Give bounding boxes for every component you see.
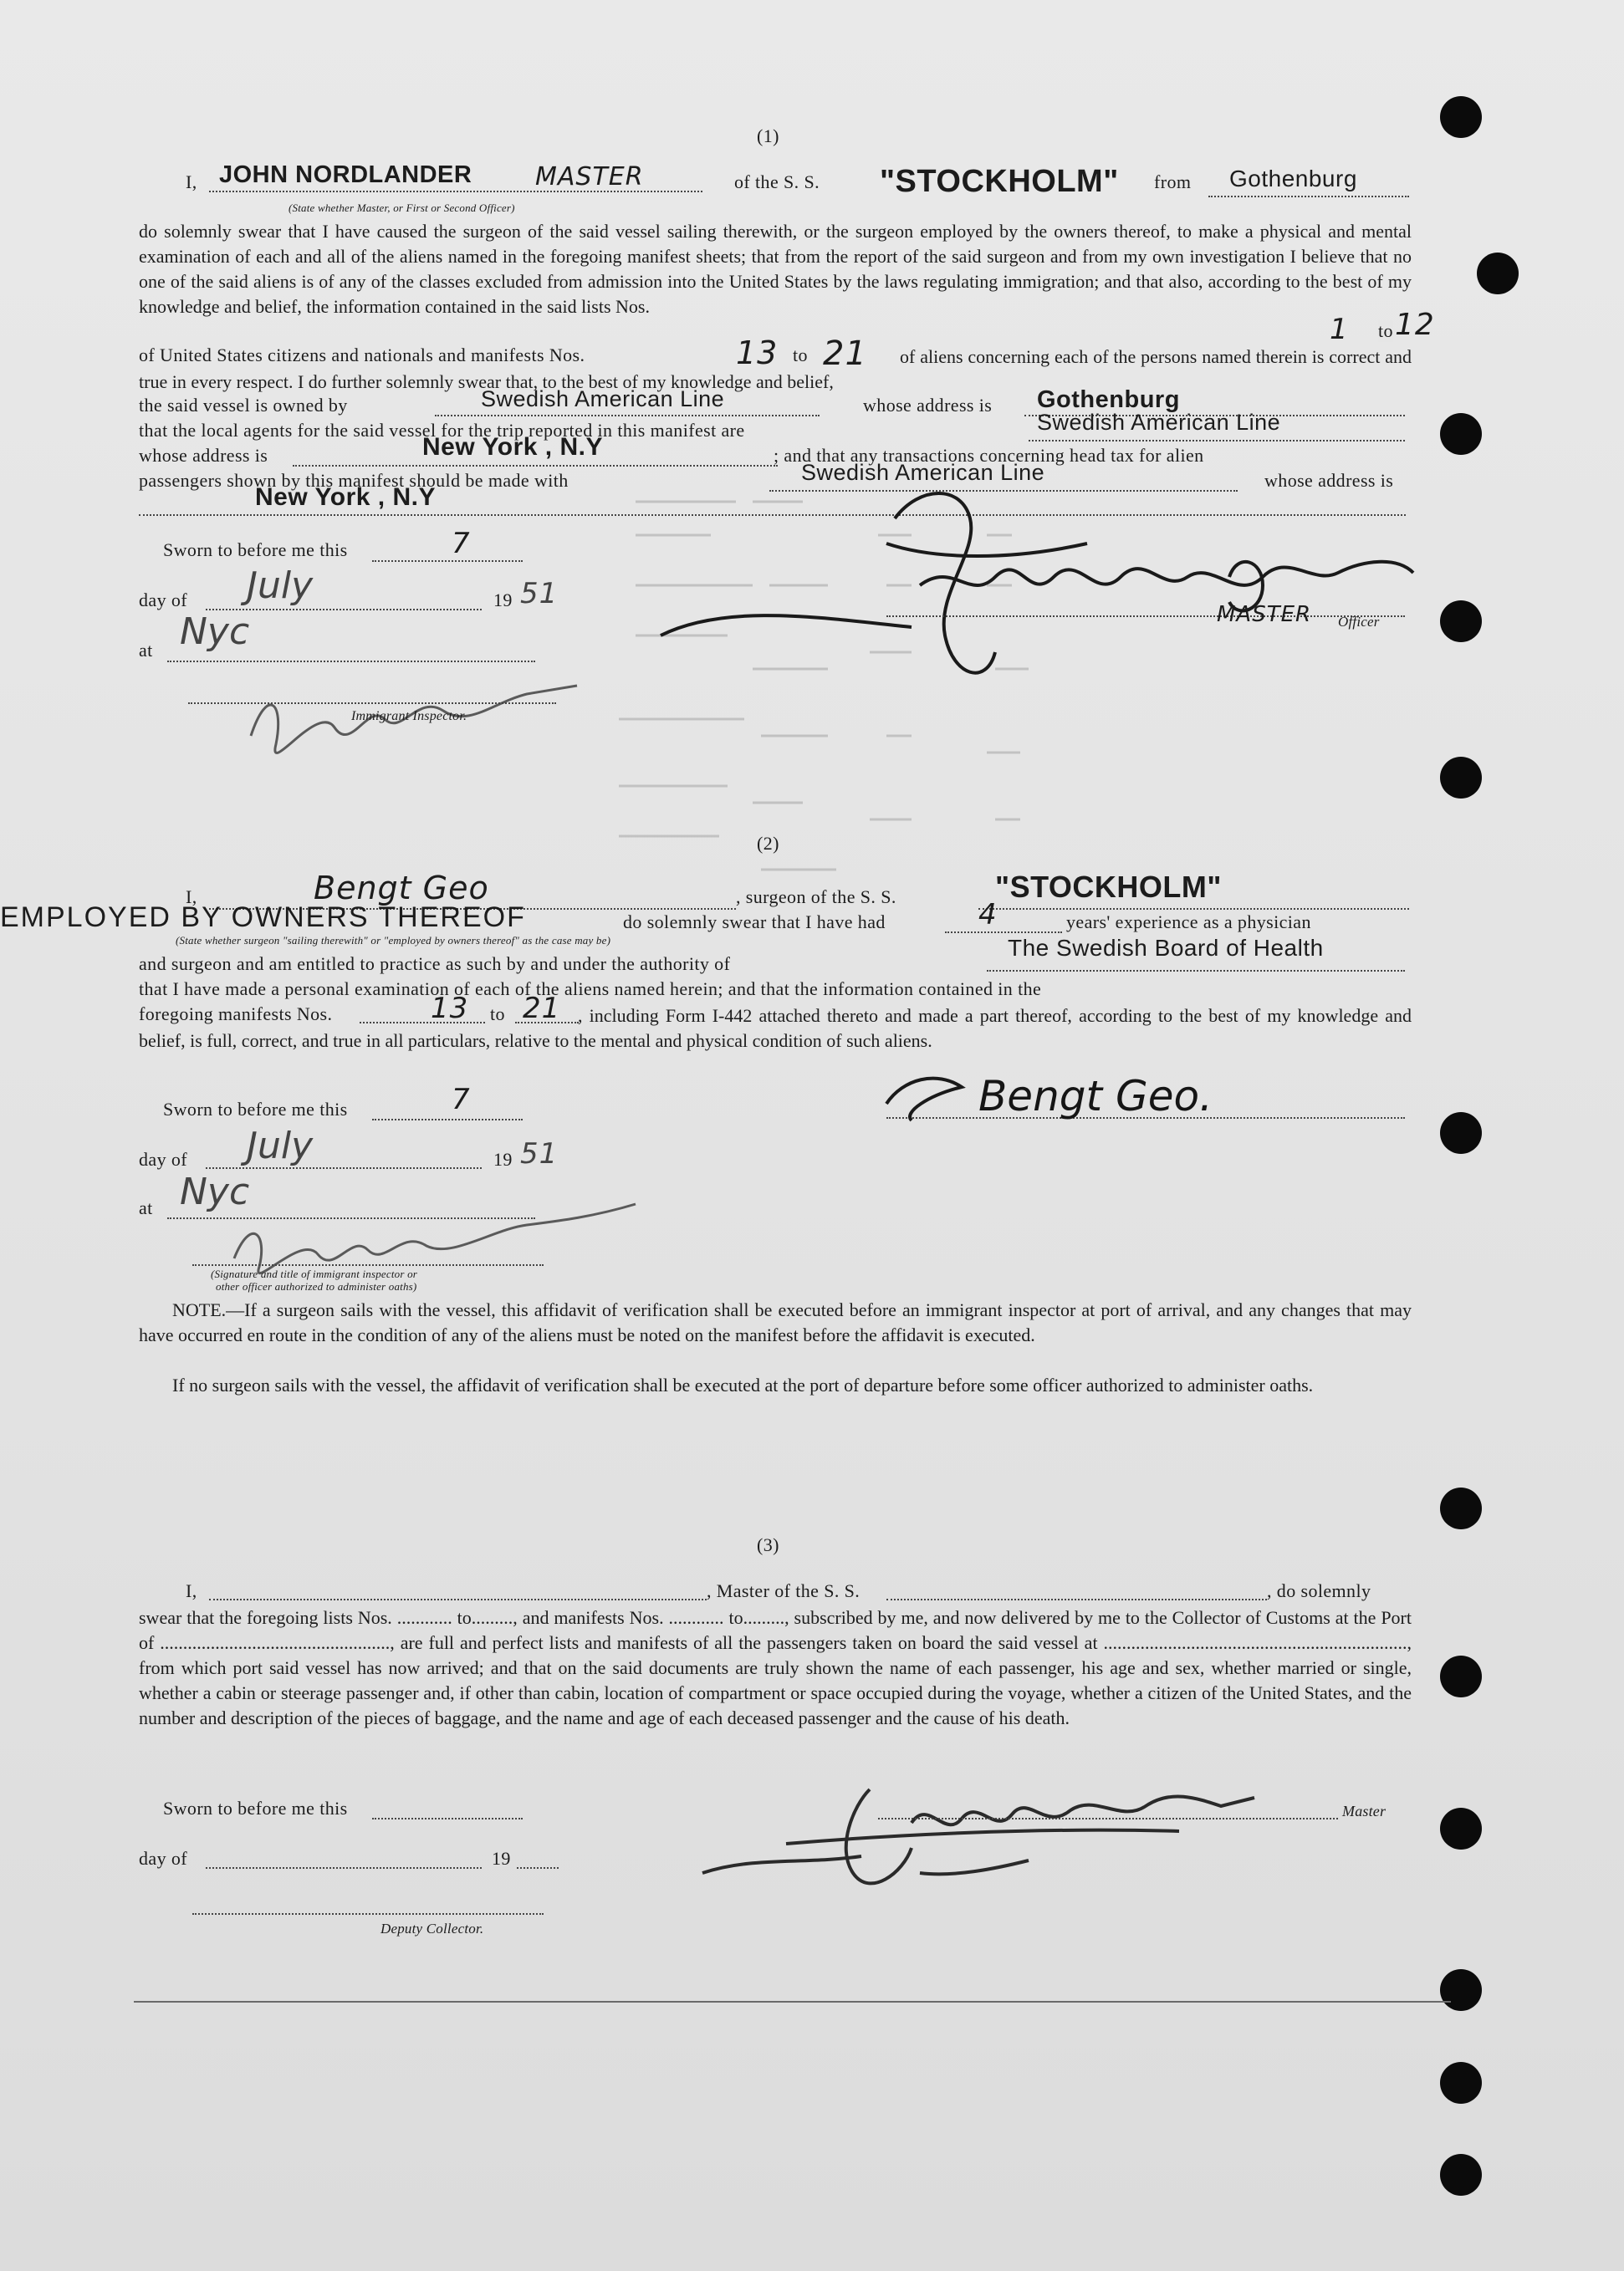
authority-name: The Swedish Board of Health [1008, 935, 1324, 961]
s3-master-of: , Master of the S. S. [707, 1580, 861, 1601]
s2-day-of-label: day of [139, 1149, 187, 1170]
s1-month: July [247, 564, 314, 607]
lists-from: 1 [1330, 313, 1349, 346]
manifests-to-label: to [793, 344, 808, 365]
s2-at-place: Nyc [180, 1171, 250, 1213]
lists-to-label: to [1378, 320, 1393, 341]
s1-sworn-label: Sworn to before me this [163, 539, 348, 560]
from-label: from [1154, 171, 1192, 192]
s2-at-label: at [139, 1197, 153, 1218]
s3-master-line [878, 1818, 1338, 1819]
years-experience: 4 [978, 898, 998, 931]
s3-year-line [517, 1867, 559, 1869]
s2-sworn-label: Sworn to before me this [163, 1099, 348, 1120]
head-tax-text: ; and that any transactions concerning head tax for alien [774, 445, 1204, 466]
s3-deputy-line [192, 1913, 544, 1915]
surgeon-name: Bengt Geo [314, 870, 489, 906]
s3-sworn-line [372, 1818, 523, 1819]
ship-name: "STOCKHOLM" [880, 164, 1119, 199]
passengers-label: passengers shown by this manifest should be made with [139, 470, 569, 491]
section-3-number: (3) [757, 1534, 779, 1555]
s2-year-pre: 19 [493, 1149, 513, 1170]
foregoing-label: foregoing manifests Nos. [139, 1003, 333, 1024]
agent-name: Swedish American Line [1037, 410, 1281, 435]
agents-label: that the local agents for the said vessel for the trip reported in this manifest are [139, 420, 745, 441]
entitled-text: and surgeon and am entitled to practice as such by and under the authority of [139, 953, 731, 974]
s3-day-of-label: day of [139, 1848, 187, 1869]
section-1-number: (1) [757, 125, 779, 146]
manifests-to: 21 [823, 334, 867, 373]
s1-sworn-day: 7 [452, 527, 471, 560]
s1-year-pre: 19 [493, 589, 513, 610]
s2-year: 51 [520, 1137, 559, 1171]
master-i: I, [186, 171, 197, 192]
master-name: JOHN NORDLANDER [219, 161, 472, 188]
years-experience-label: years' experience as a physician [1066, 911, 1311, 932]
s2-sworn-day: 7 [452, 1083, 471, 1116]
section-1-paragraph: do solemnly swear that I have caused the surgeon of the said vessel sailing therewith, or the surgeon employed by the owners thereof, to make a physical and mental examination of each and all of the aliens named in the foregoing manifest sheets; that from the report of the said surgeon and from my own investigation I believe that no one of the said aliens is of any of the classes excluded from admission into the United States by the laws regulating immigration; and that also, according to the best of my knowledge and belief, the information contained in the said lists Nos. [139, 221, 1412, 317]
tax-agent: Swedish American Line [801, 460, 1045, 485]
tax-address-label: whose address is [1264, 470, 1394, 491]
manifests-line-a: of United States citizens and nationals and manifests Nos. [139, 344, 585, 365]
of-the-ss: of the S. S. [734, 171, 820, 192]
s1-day-of-label: day of [139, 589, 187, 610]
owner-address: Gothenburg [1037, 386, 1180, 413]
s2-body-line-2: , including Form I-442 attached thereto and made a part thereof, according to the best of my knowledge and belief, is full, correct, and true in all particulars, relative to the mental and physical condition of such aliens. [139, 1005, 1412, 1051]
tax-address: New York , N.Y [255, 483, 436, 511]
s1-inspector-label: Immigrant Inspector. [351, 709, 467, 723]
s3-master-label: Master [1342, 1803, 1387, 1819]
s3-deputy-label: Deputy Collector. [380, 1921, 484, 1937]
s3-year-pre: 19 [492, 1848, 511, 1869]
s3-month-line [206, 1867, 482, 1869]
manifests-line-b: of aliens concerning each of the persons named therein is correct and true in every respect. I do further solemnly swear that, to the best of my knowledge and belief, [139, 346, 1412, 392]
employed-note: (State whether surgeon "sailing therewith" or "employed by owners thereof" as the case may be) [176, 934, 611, 947]
bottom-rule [134, 2001, 1451, 2003]
signature-title: MASTER [1217, 602, 1312, 627]
surgeon-signature: Bengt Geo. [978, 1072, 1213, 1120]
note-paragraph-2: If no surgeon sails with the vessel, the affidavit of verification shall be executed at the port of departure before some officer authorized to administer oaths. [172, 1375, 1314, 1396]
s1-year: 51 [520, 577, 559, 610]
s3-sworn-label: Sworn to before me this [163, 1798, 348, 1819]
note-paragraph-1: NOTE.—If a surgeon sails with the vessel, this affidavit of verification shall be executed before an immigrant inspector at port of arrival, and any changes that may have occurred en route in the condition of any of the aliens must be noted on the manifest before the affidavit is executed. [139, 1299, 1412, 1345]
agent-address: New York , N.Y [422, 433, 603, 461]
s3-i: I, [186, 1580, 197, 1601]
s1-at-label: at [139, 640, 153, 661]
s2-month: July [247, 1125, 314, 1167]
manifests-from: 13 [736, 334, 779, 371]
s2-body-line-1: that I have made a personal examination of each of the aliens named herein; and that the information contained in the [139, 978, 1042, 999]
s3-body: swear that the foregoing lists Nos. ............ to........., and manifests Nos. ............ to........., subscribed by me, and now delivered by me to the Collector of Customs at the Port of .................................................., are full and perfect lists and manifests of all the passengers taken on board the said vessel at .................................................................., from which port said vessel has now arrived; and that on the said documents are truly shown the name of each passenger, his age and sex, whether married or single, whether a cabin or steerage passenger and, if other than cabin, location of compartment or space occupied during the voyage, whether a citizen of the United States, and the number and description of the pieces of baggage, and the name and age of each deceased passenger and the cause of his death. [139, 1607, 1412, 1728]
s2-man-from: 13 [431, 992, 469, 1025]
s3-do-solemnly: , do solemnly [1267, 1580, 1371, 1601]
employed-by-owners: EMPLOYED BY OWNERS THEREOF [0, 901, 526, 933]
owner-address-label: whose address is [863, 395, 993, 416]
surgeon-of-ss: , surgeon of the S. S. [736, 886, 896, 907]
s1-at-place: Nyc [180, 610, 250, 653]
s2-man-to: 21 [523, 992, 561, 1025]
rank-note: (State whether Master, or First or Second Officer) [289, 202, 515, 214]
s2-sig-note-1: (Signature and title of immigrant inspector or [211, 1268, 418, 1280]
s2-sig-note-2: other officer authorized to administer oaths) [216, 1280, 417, 1293]
owner-name: Swedish American Line [481, 386, 725, 411]
departure-port: Gothenburg [1229, 166, 1357, 191]
owned-by-label: the said vessel is owned by [139, 395, 348, 416]
s2-ship-name: "STOCKHOLM" [995, 870, 1222, 904]
lists-to: 12 [1395, 308, 1435, 342]
surgeon-i: I, [186, 886, 197, 907]
agent-address-label: whose address is [139, 445, 268, 466]
swear-experience: do solemnly swear that I have had [623, 911, 886, 932]
s2-to-label: to [490, 1003, 505, 1024]
officer-label: Officer [1338, 614, 1380, 630]
section-2-number: (2) [757, 833, 779, 854]
master-rank: MASTER [535, 162, 644, 191]
